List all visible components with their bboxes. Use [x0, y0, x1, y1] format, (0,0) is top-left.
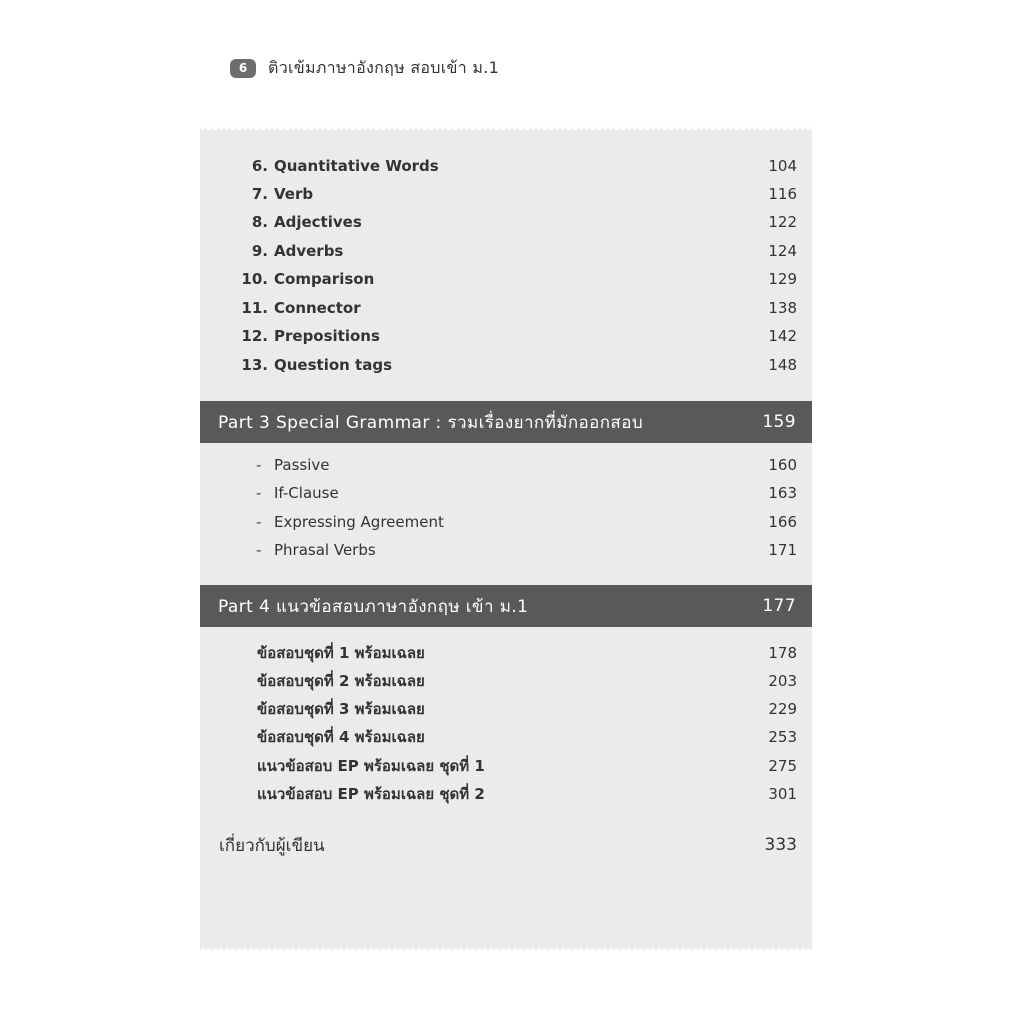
part-page-ref: 177 [762, 596, 796, 616]
toc-exam-row[interactable] [200, 667, 812, 695]
page-ref: 122 [768, 213, 797, 231]
page-ref: 333 [764, 835, 797, 855]
chapter-title: Adverbs [274, 242, 344, 260]
chapter-title: Comparison [274, 270, 375, 288]
toc-topic-row[interactable] [200, 479, 812, 507]
toc-chapter-row[interactable] [200, 237, 812, 265]
perforated-bottom-edge [200, 948, 812, 953]
about-author-title: เกี่ยวกับผู้เขียน [219, 835, 325, 856]
chapter-title: Adjectives [274, 213, 362, 231]
part-4-heading[interactable] [200, 585, 812, 627]
toc-exam-row[interactable] [200, 639, 812, 667]
topic-title: Passive [274, 456, 330, 474]
toc-exam-row[interactable] [200, 752, 812, 780]
part-3-heading[interactable] [200, 401, 812, 443]
page-ref: 229 [768, 700, 797, 718]
page-ref: 171 [768, 541, 797, 559]
toc-chapter-row[interactable] [200, 294, 812, 322]
part-page-ref: 159 [762, 412, 796, 432]
exam-title: ข้อสอบชุดที่ 1 พร้อมเฉลย [257, 644, 425, 662]
book-title: ติวเข้มภาษาอังกฤษ สอบเข้า ม.1 [268, 57, 500, 77]
perforated-top-edge [200, 125, 812, 130]
chapter-title: Quantitative Words [274, 157, 439, 175]
page-number-badge: 6 [230, 59, 256, 78]
toc-chapter-row[interactable] [200, 351, 812, 379]
page-ref: 104 [768, 157, 797, 175]
page-ref: 124 [768, 242, 797, 260]
bullet-dash: - [256, 484, 262, 502]
topic-title: Expressing Agreement [274, 513, 444, 531]
chapter-number: 13. [241, 356, 268, 374]
chapter-number: 8. [251, 213, 268, 231]
table-of-contents-panel [200, 127, 812, 951]
bullet-dash: - [256, 541, 262, 559]
toc-topic-row[interactable] [200, 451, 812, 479]
chapter-title: Connector [274, 299, 361, 317]
toc-chapter-row[interactable] [200, 265, 812, 293]
topic-title: Phrasal Verbs [274, 541, 376, 559]
chapter-number: 6. [251, 157, 268, 175]
running-head [230, 56, 499, 80]
page-ref: 166 [768, 513, 797, 531]
chapter-number: 9. [251, 242, 268, 260]
toc-topic-row[interactable] [200, 536, 812, 564]
page-ref: 301 [768, 785, 797, 803]
page-ref: 129 [768, 270, 797, 288]
topic-title: If-Clause [274, 484, 339, 502]
exam-title: แนวข้อสอบ EP พร้อมเฉลย ชุดที่ 2 [257, 785, 485, 803]
chapter-number: 7. [251, 185, 268, 203]
page-ref: 275 [768, 757, 797, 775]
toc-exam-row[interactable] [200, 780, 812, 808]
toc-chapter-row[interactable] [200, 208, 812, 236]
page-ref: 203 [768, 672, 797, 690]
page-ref: 142 [768, 327, 797, 345]
about-author-row[interactable] [200, 830, 812, 860]
chapter-title: Verb [274, 185, 314, 203]
part-title: Part 4 แนวข้อสอบภาษาอังกฤษ เข้า ม.1 [218, 596, 529, 617]
page-ref: 178 [768, 644, 797, 662]
page-ref: 163 [768, 484, 797, 502]
chapter-number: 10. [241, 270, 268, 288]
toc-chapter-row[interactable] [200, 180, 812, 208]
page-ref: 160 [768, 456, 797, 474]
bullet-dash: - [256, 456, 262, 474]
toc-exam-row[interactable] [200, 695, 812, 723]
toc-exam-row[interactable] [200, 723, 812, 751]
toc-topic-row[interactable] [200, 508, 812, 536]
chapter-number: 12. [241, 327, 268, 345]
exam-title: แนวข้อสอบ EP พร้อมเฉลย ชุดที่ 1 [257, 757, 485, 775]
exam-title: ข้อสอบชุดที่ 2 พร้อมเฉลย [257, 672, 425, 690]
toc-chapter-row[interactable] [200, 152, 812, 180]
bullet-dash: - [256, 513, 262, 531]
page-ref: 253 [768, 728, 797, 746]
chapter-number: 11. [241, 299, 268, 317]
part-title: Part 3 Special Grammar : รวมเรื่องยากที่มักออกสอบ [218, 412, 644, 433]
page-ref: 148 [768, 356, 797, 374]
chapter-title: Prepositions [274, 327, 380, 345]
page-ref: 116 [768, 185, 797, 203]
chapter-title: Question tags [274, 356, 393, 374]
toc-chapter-row[interactable] [200, 322, 812, 350]
exam-title: ข้อสอบชุดที่ 4 พร้อมเฉลย [257, 728, 425, 746]
exam-title: ข้อสอบชุดที่ 3 พร้อมเฉลย [257, 700, 425, 718]
page-ref: 138 [768, 299, 797, 317]
